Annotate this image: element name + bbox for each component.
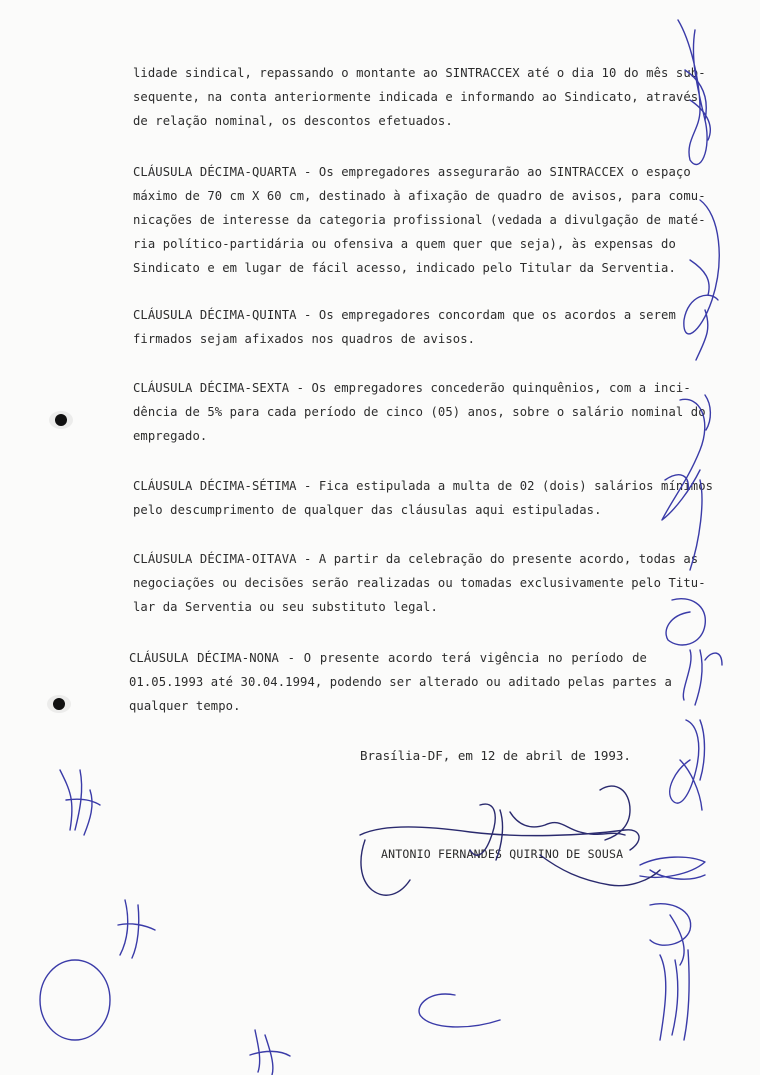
initial-mark [678,20,707,164]
initial-mark [640,857,705,879]
initial-mark [650,904,691,965]
initial-mark [250,1030,290,1075]
initial-mark [690,260,709,295]
initial-mark [670,720,702,810]
initial-mark [419,994,500,1027]
text-line: CLÁUSULA DÉCIMA-OITAVA - A partir da celebração do presente acordo, todas as [133,552,699,566]
text-line: CLÁUSULA DÉCIMA-SEXTA - Os empregadores concederão quinquênios, com a inci- [133,381,691,395]
text-line: lidade sindical, repassando o montante ao SINTRACCEX até o dia 10 do mês sub- [133,66,706,80]
text-line: lar da Serventia ou seu substituto legal. [133,600,438,614]
text-line: CLÁUSULA DÉCIMA-QUARTA - Os empregadores assegurarão ao SINTRACCEX o espaço [133,165,691,179]
text-line: nicações de interesse da categoria profissional (vedada a divulgação de maté- [133,213,706,227]
signature-stroke [360,827,639,895]
place-date: Brasília-DF, em 12 de abril de 1993. [360,748,631,763]
initial-mark [684,200,719,360]
initial-mark [700,720,705,780]
initial-mark [705,395,710,430]
text-line: CLÁUSULA DÉCIMA-SÉTIMA - Fica estipulada a multa de 02 (dois) salários mínimos [133,479,714,493]
initial-mark [662,399,705,520]
text-line: de relação nominal, os descontos efetuados. [133,114,453,128]
text-line: sequente, na conta anteriormente indicada e informando ao Sindicato, através [133,90,699,104]
initial-mark [118,900,155,958]
text-line: empregado. [133,429,208,443]
text-line: firmados sejam afixados nos quadros de avisos. [133,332,476,346]
text-line: CLÁUSULA DÉCIMA-NONA - O presente acordo terá vigência no período de [129,651,647,665]
signer-name: ANTONIO FERNANDES QUIRINO DE SOUSA [381,847,624,861]
text-line: negociações ou decisões serão realizadas ou tomadas exclusivamente pelo Titu- [133,576,706,590]
initial-mark [683,650,722,705]
text-line: qualquer tempo. [129,699,241,713]
initial-mark [40,960,110,1040]
text-line: ria político-partidária ou ofensiva a quem quer que seja), às expensas do [133,237,676,251]
text-line: 01.05.1993 até 30.04.1994, podendo ser alterado ou aditado pelas partes a [129,675,672,689]
signature-stroke [540,855,660,886]
initial-mark [660,950,689,1040]
initial-mark [666,599,705,645]
text-line: dência de 5% para cada período de cinco (05) anos, sobre o salário nominal do [133,405,706,419]
text-line: pelo descumprimento de qualquer das cláusulas aqui estipuladas. [133,503,602,517]
text-line: máximo de 70 cm X 60 cm, destinado à afixação de quadro de avisos, para comu- [133,189,706,203]
text-line: Sindicato e em lugar de fácil acesso, indicado pelo Titular da Serventia. [133,261,676,275]
initial-mark [690,480,702,570]
text-line: CLÁUSULA DÉCIMA-QUINTA - Os empregadores concordam que os acordos a serem [133,308,676,322]
initial-mark [60,770,100,835]
